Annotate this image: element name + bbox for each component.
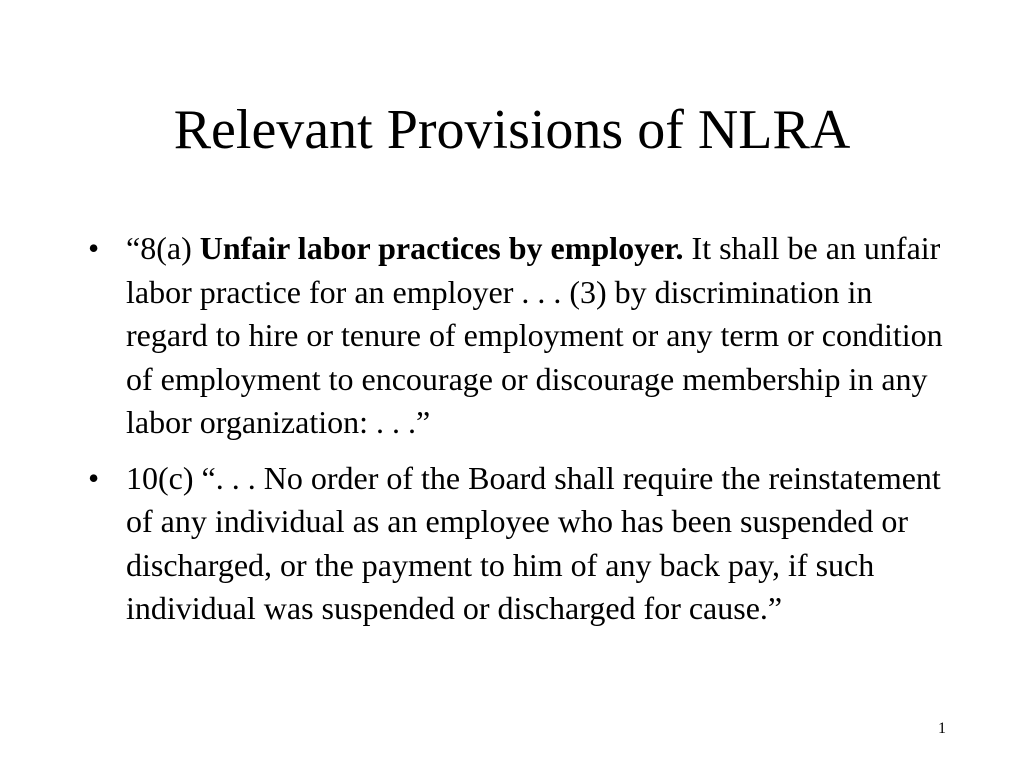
section-10c-text: 10(c) “. . . No order of the Board shall require the reinstatement of any individual as an employee who has been suspended or discharged, or the payment to him of any back pay, if such individual was suspended or discharged for cause.”: [126, 459, 941, 626]
bullet-item-8a: [80, 227, 950, 445]
bullet-marker: •: [88, 459, 100, 496]
bullet-list: [80, 227, 950, 643]
section-8a-text: It shall be an unfair labor practice for an employer . . . (3) by discrimination in regard to hire or tenure of employment or any term or condition of employment to encourage or discourage membership in any labor organization: . . .”: [126, 230, 943, 440]
section-8a-heading: Unfair labor practices by employer.: [199, 230, 684, 266]
slide-title: Relevant Provisions of NLRA: [173, 99, 851, 161]
slide-number: 1: [938, 720, 946, 737]
bullet-marker: •: [88, 230, 100, 266]
section-8a-prefix: “8(a): [126, 230, 200, 266]
bullet-item-10c: [80, 457, 950, 631]
